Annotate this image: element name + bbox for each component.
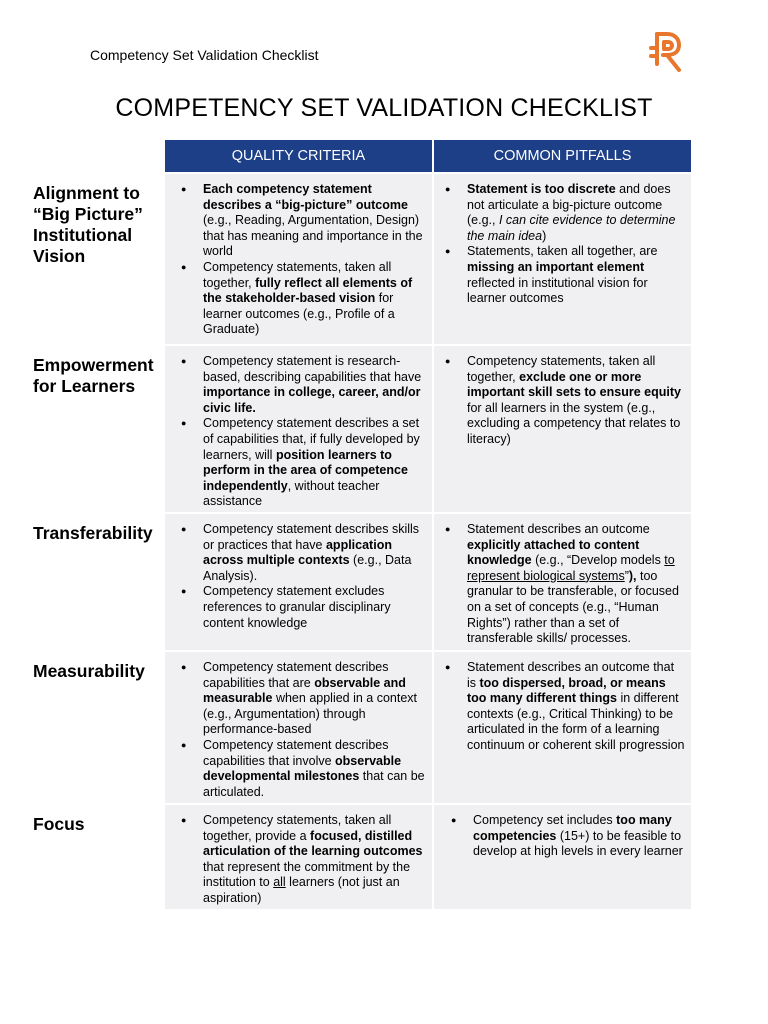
bullet-item: ● Statement describes an outcome explicitly attached to content knowledge (e.g., “Develop models to represent biological systems”), too granular to be transferable, or focused on a set of concepts (e.g., “Human Rights”) rather than a set of transferable skills/ processes. — [467, 522, 685, 647]
page-title: COMPETENCY SET VALIDATION CHECKLIST — [115, 94, 653, 122]
bullet-item: ● Competency statement describes capabilities that are observable and measurable when applied in a context (e.g., Argumentation) through performance-based — [203, 660, 426, 738]
bullet-item: ● Statement is too discrete and does not articulate a big-picture outcome (e.g., I can cite evidence to determine the main idea) — [467, 182, 685, 244]
document-header-title: Competency Set Validation Checklist — [90, 47, 319, 63]
bullet-item: ● Statements, taken all together, are missing an important element reflected in institutional vision for learner outcomes — [467, 244, 685, 306]
pitfalls-cell — [434, 174, 691, 344]
bullet-item: ● Competency set includes too many competencies (15+) to be feasible to develop at high levels in every learner — [473, 813, 685, 860]
bullet-item: ● Competency statement excludes references to granular disciplinary content knowledge — [203, 584, 426, 631]
bullet-item: ● Competency statement describes a set of capabilities that, if fully developed by learners, will position learners to perform in the area of competence independently, without teacher assistance — [203, 416, 426, 510]
quality-cell — [165, 652, 432, 803]
row-label: Focus — [33, 814, 85, 834]
checklist-table — [0, 140, 768, 909]
column-header-common-pitfalls: COMMON PITFALLS — [434, 140, 691, 172]
bullet-item: ● Competency statements, taken all together, exclude one or more important skill sets to ensure equity for all learners in the system (e.g., excluding a competency that relates to literacy) — [467, 354, 685, 448]
quality-cell — [165, 346, 432, 512]
bullet-item: ● Competency statement describes capabilities that involve observable developmental milestones that can be articulated. — [203, 738, 426, 800]
pr-logo-icon — [643, 26, 691, 74]
table-row — [0, 805, 768, 909]
row-label: Measurability — [33, 661, 145, 681]
column-header-quality-criteria: QUALITY CRITERIA — [165, 140, 432, 172]
bullet-item: ● Competency statement is research-based, describing capabilities that have importance in college, career, and/or civic life. — [203, 354, 426, 416]
pitfalls-cell — [434, 805, 691, 909]
row-label: Transferability — [33, 523, 153, 543]
bullet-item: ● Competency statement describes skills or practices that have application across multiple contexts (e.g., Data Analysis). — [203, 522, 426, 584]
pitfalls-cell — [434, 346, 691, 512]
table-row — [0, 652, 768, 803]
pitfalls-cell — [434, 652, 691, 803]
quality-cell — [165, 805, 432, 909]
table-row — [0, 346, 768, 512]
bullet-item: ● Each competency statement describes a “big-picture” outcome (e.g., Reading, Argumentation, Design) that has meaning and importance in the world — [203, 182, 426, 260]
row-label: Alignment to “Big Picture” Institutional Vision — [33, 183, 143, 266]
bullet-item: ● Statement describes an outcome that is too dispersed, broad, or means too many different things in different contexts (e.g., Critical Thinking) to be articulated in the form of a learning continuum or coherent skill progression — [467, 660, 685, 754]
table-row — [0, 174, 768, 344]
quality-cell — [165, 514, 432, 650]
bullet-item: ● Competency statements, taken all together, fully reflect all elements of the stakeholder-based vision for learner outcomes (e.g., Profile of a Graduate) — [203, 260, 426, 338]
pitfalls-cell — [434, 514, 691, 650]
table-row — [0, 514, 768, 650]
row-label: Empowerment for Learners — [33, 355, 154, 396]
table-header-row — [0, 140, 768, 172]
bullet-item: ● Competency statements, taken all together, provide a focused, distilled articulation of the learning outcomes that represent the commitment by the institution to all learners (not just an aspiration) — [203, 813, 426, 907]
quality-cell — [165, 174, 432, 344]
